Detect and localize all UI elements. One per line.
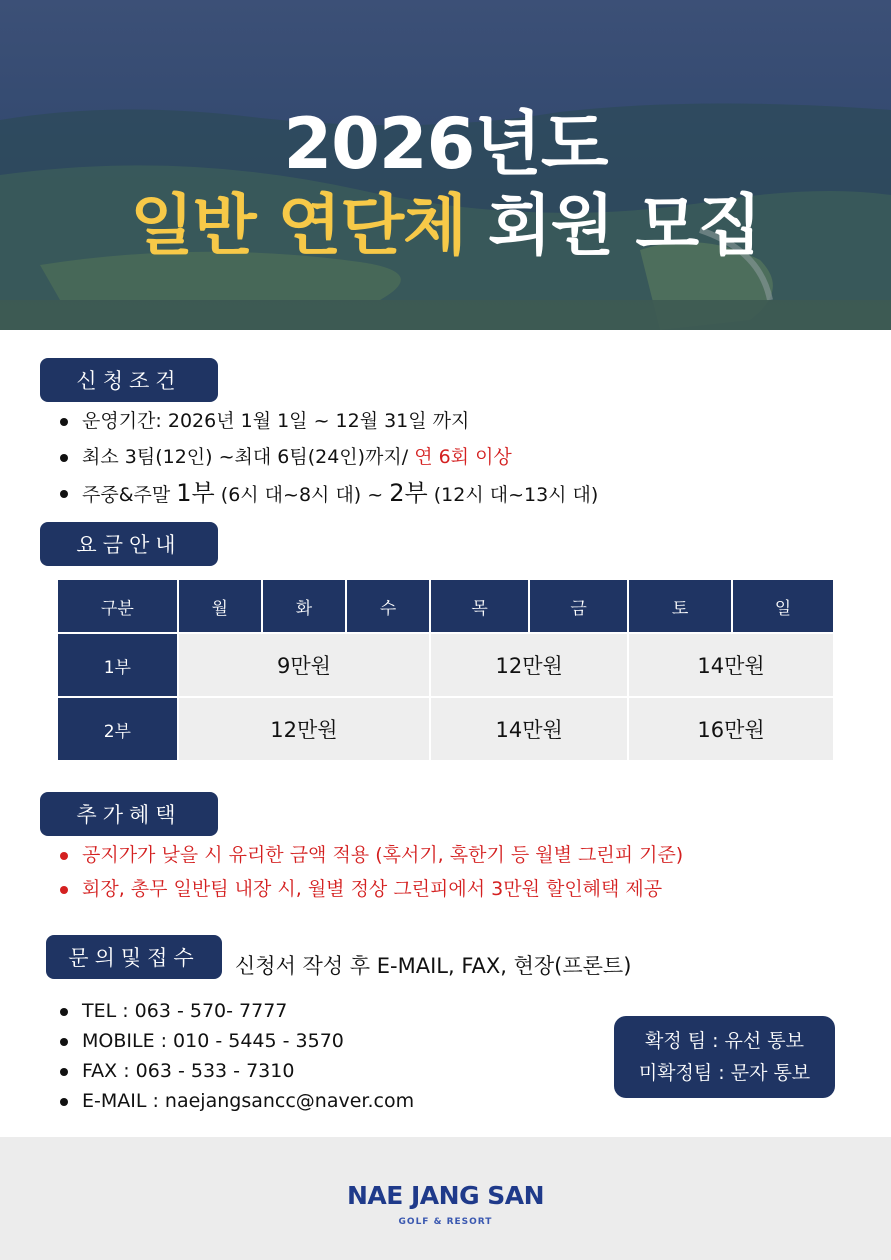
table-header-row — [58, 580, 833, 632]
list-item — [56, 406, 598, 436]
year-title: 2026년도 — [283, 103, 608, 185]
fee-table — [56, 578, 835, 762]
notification-box — [614, 1016, 835, 1098]
contact-title: 신청서 작성 후 E-MAIL, FAX, 현장(프론트) — [235, 954, 632, 978]
fee-cell: 14만원 — [629, 634, 833, 696]
list-item — [56, 442, 598, 472]
contact-mobile[interactable]: MOBILE : 010 - 5445 - 3570 — [56, 1026, 414, 1056]
fee-cell: 12만원 — [179, 698, 429, 760]
header-tue: 화 — [263, 580, 345, 632]
list-item: 공지가가 낮을 시 유리한 금액 적용 (혹서기, 혹한기 등 월별 그린피 기준) — [56, 840, 683, 870]
contact-fax[interactable]: FAX : 063 - 533 - 7310 — [56, 1056, 414, 1086]
headline-highlight: 일반 연단체 — [130, 187, 466, 264]
header-sun: 일 — [733, 580, 833, 632]
brand-subtitle: GOLF & RESORT — [398, 1217, 493, 1227]
session-1-label: 1부 — [176, 479, 215, 507]
header-mon: 월 — [179, 580, 261, 632]
fee-cell: 14만원 — [431, 698, 627, 760]
section-label-conditions: 신청조건 — [40, 358, 218, 402]
row-label-session-1: 1부 — [58, 634, 177, 696]
section-label-fees: 요금안내 — [40, 522, 218, 566]
header-category: 구분 — [58, 580, 177, 632]
table-row — [58, 634, 833, 696]
header-wed: 수 — [347, 580, 429, 632]
condition-teams: 최소 3팀(12인) ~최대 6팀(24인)까지/ — [82, 446, 415, 468]
condition-highlight: 연 6회 이상 — [414, 446, 512, 468]
session-2-label: 2부 — [389, 479, 428, 507]
condition-period: 운영기간: 2026년 1월 1일 ~ 12월 31일 까지 — [82, 410, 470, 432]
table-row — [58, 698, 833, 760]
list-item: 회장, 총무 일반팀 내장 시, 월별 정상 그린피에서 3만원 할인혜택 제공 — [56, 874, 683, 904]
header-fri: 금 — [530, 580, 627, 632]
session-2-time: (12시 대~13시 대) — [427, 484, 599, 506]
header-sat: 토 — [629, 580, 731, 632]
list-item — [56, 478, 598, 510]
row-label-session-2: 2부 — [58, 698, 177, 760]
notice-unconfirmed: 미확정팀 : 문자 통보 — [638, 1062, 811, 1084]
section-label-contact: 문의및접수 — [46, 935, 222, 979]
fee-cell: 9만원 — [179, 634, 429, 696]
headline — [0, 172, 891, 267]
benefits-list — [56, 840, 683, 904]
header-thu: 목 — [431, 580, 528, 632]
hero-banner — [0, 0, 891, 330]
fee-cell: 12만원 — [431, 634, 627, 696]
headline-rest: 회원 모집 — [465, 187, 761, 264]
condition-sessions-pre: 주중&주말 — [82, 484, 177, 506]
contact-email[interactable]: E-MAIL : naejangsancc@naver.com — [56, 1086, 414, 1116]
session-1-time: (6시 대~8시 대) ~ — [214, 484, 390, 506]
footer — [0, 1137, 891, 1260]
brand-logo: NAE JANG SAN — [346, 1181, 545, 1210]
contact-tel[interactable]: TEL : 063 - 570- 7777 — [56, 996, 414, 1026]
conditions-list — [56, 406, 598, 510]
contact-list — [56, 996, 414, 1116]
section-label-benefits: 추가혜택 — [40, 792, 218, 836]
notice-confirmed: 확정 팀 : 유선 통보 — [644, 1030, 805, 1052]
fee-cell: 16만원 — [629, 698, 833, 760]
